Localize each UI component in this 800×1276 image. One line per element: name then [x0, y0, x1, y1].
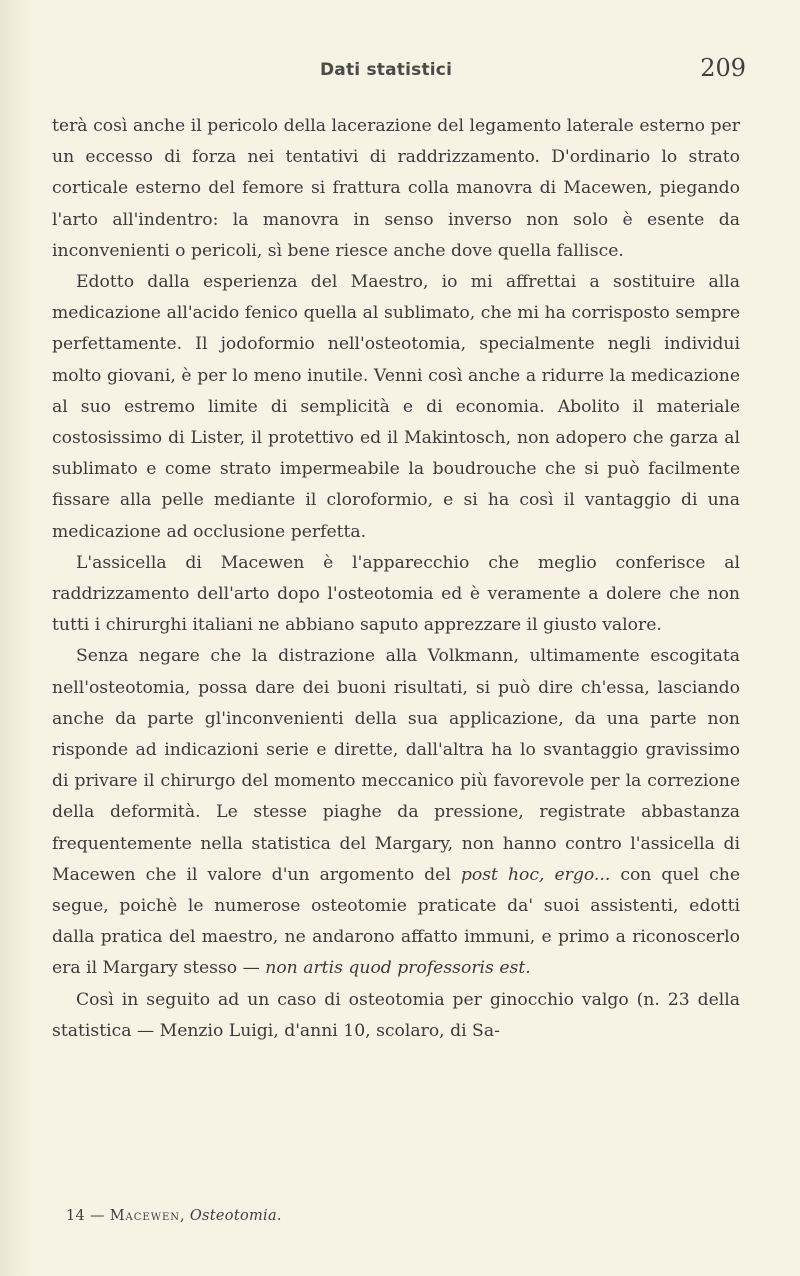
paragraph-1: terà così anche il pericolo della lacerazione del legamento laterale esterno per un eccesso di forza nei tentativi di raddrizzamento. D'ordinario lo strato corticale esterno del femore si frattura colla manovra di Macewen, piegando l'arto all'indentro: la manovra in senso inverso non solo è esente da inconvenienti o pericoli, sì bene riesce anche dove quella fallisce.	[52, 116, 740, 261]
paragraph-4-latin-quote: non artis quod professoris est.	[265, 958, 531, 979]
paragraph-4-italic-phrase: post hoc, ergo...	[460, 864, 611, 885]
signature-author: Macewen	[109, 1208, 181, 1224]
signature-comma: ,	[180, 1208, 190, 1224]
paragraph-2: Edotto dalla esperienza del Maestro, io mi affrettai a sostituire alla medicazione all'acido fenico quella al sublimato, che mi ha corrisposto sempre perfettamente. Il jodoformio nell'osteotomia, specialmente negli individui molto giovani, è per lo meno inutile. Venni così anche a ridurre la medicazione al suo estremo limite di semplicità e di economia. Abolito il materiale costosissimo di Lister, il protettivo ed il Makintosch, non adopero che garza al sublimato e come strato impermeabile la boudrouche che si può facilmente fissare alla pelle mediante il cloroformio, e si ha così il vantaggio di una medicazione ad occlusione perfetta.	[52, 272, 740, 542]
paragraph-4-text-a: Senza negare che la distrazione alla Volkmann, ultimamente escogitata nell'osteotomia, possa dare dei buoni risultati, si può dire ch'essa, lasciando anche da parte gl'inconvenienti della sua applicazione, da una parte non risponde ad indicazioni serie e dirette, dall'altra ha lo svantaggio gravissimo di privare il chirurgo del momento meccanico più favorevole per la correzione della deformità. Le stesse piaghe da pressione, registrate abbastanza frequentemente nella statistica del Margary, non hanno contro l'assicella di Macewen che il valore d'un argomento del	[52, 646, 740, 885]
page-number: 209	[700, 54, 746, 82]
paragraph-5: Così in seguito ad un caso di osteotomia per ginocchio valgo (n. 23 della statistica — Menzio Luigi, d'anni 10, scolaro, di Sa-	[52, 989, 740, 1041]
signature-number: 14	[66, 1208, 86, 1224]
body-text	[52, 111, 740, 1047]
running-title: Dati statistici	[320, 60, 453, 80]
printer-signature	[66, 1208, 282, 1224]
paragraph-4	[52, 641, 740, 984]
paragraph-3: L'assicella di Macewen è l'apparecchio che meglio conferisce al raddrizzamento dell'arto dopo l'osteotomia ed è veramente a dolere che non tutti i chirurghi italiani ne abbiano saputo apprezzare il giusto valore.	[52, 552, 740, 636]
signature-title: Osteotomia.	[189, 1208, 282, 1224]
signature-dash: —	[85, 1208, 110, 1224]
paragraph-4-text-b: con quel che segue, poichè le numerose osteotomie praticate da' suoi assistenti, edotti dalla pratica del maestro, ne andarono affatto immuni, e primo a riconoscerlo era il Margary stesso —	[52, 864, 740, 979]
